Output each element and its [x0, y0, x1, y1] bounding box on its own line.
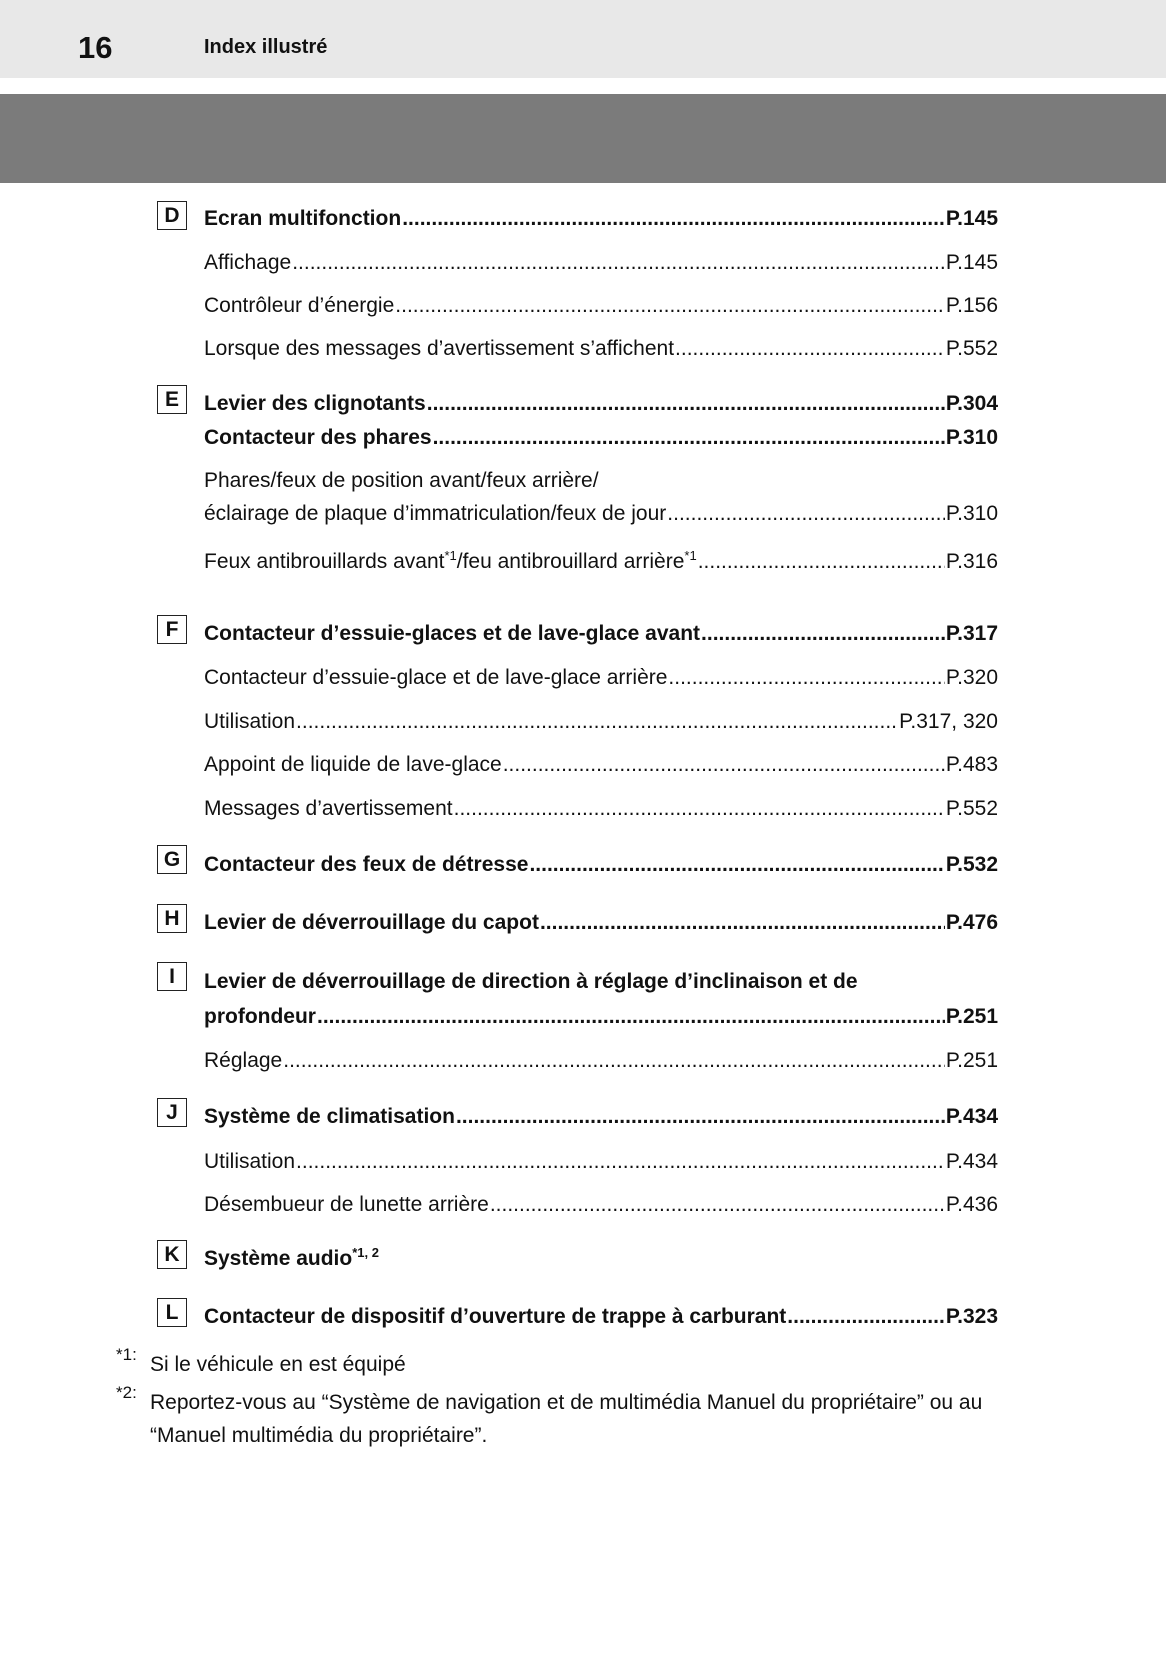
index-entry	[204, 206, 998, 232]
index-entry	[204, 1304, 998, 1330]
index-entry	[204, 391, 998, 417]
index-entry	[204, 336, 998, 362]
entry-page-ref: P.317, 320	[899, 710, 998, 733]
index-entry	[204, 1149, 998, 1175]
index-entry	[204, 709, 998, 735]
entry-label: Contacteur de dispositif d’ouverture de trappe à carburant	[204, 1305, 787, 1328]
entry-page-ref: P.145	[945, 251, 998, 274]
index-entry	[204, 501, 998, 527]
entry-page-ref: P.552	[945, 797, 998, 820]
entry-page-ref: P.251	[945, 1049, 998, 1072]
entry-page-ref: P.552	[945, 337, 998, 360]
index-entry	[204, 621, 998, 647]
entry-page-ref: P.532	[945, 853, 998, 876]
section-letter-d: D	[157, 201, 187, 230]
footnote-ref: *1	[684, 548, 697, 563]
leader-dots	[667, 501, 945, 527]
footnote-text: Reportez-vous au “Système de navigation et de multimédia Manuel du propriétaire” ou au	[150, 1391, 983, 1414]
page-title: Index illustré	[204, 36, 328, 58]
leader-dots	[317, 1004, 945, 1030]
footnote-text: “Manuel multimédia du propriétaire”.	[150, 1424, 488, 1447]
entry-page-ref: P.323	[945, 1305, 998, 1328]
leader-dots	[454, 796, 945, 822]
footnote-mark: *2	[116, 1383, 133, 1402]
entry-label: Contacteur des feux de détresse	[204, 853, 529, 876]
entry-label: Ecran multifonction	[204, 207, 402, 230]
entry-page-ref: P.251	[945, 1005, 998, 1028]
entry-label: Appoint de liquide de lave-glace	[204, 753, 502, 776]
footnote-mark: *1	[116, 1345, 133, 1364]
entry-label: Désembueur de lunette arrière	[204, 1193, 489, 1216]
section-letter-e: E	[157, 385, 187, 414]
section-letter-h: H	[157, 904, 187, 933]
leader-dots	[540, 910, 945, 936]
entry-page-ref: P.320	[945, 666, 998, 689]
leader-dots	[296, 709, 898, 735]
index-entry	[204, 1104, 998, 1130]
leader-dots	[675, 336, 945, 362]
leader-dots	[292, 250, 945, 276]
entry-label-line: Phares/feux de position avant/feux arrière/	[204, 469, 599, 492]
section-letter-f: F	[157, 615, 187, 644]
index-entry	[204, 910, 998, 936]
entry-label-part: /feu antibrouillard arrière	[456, 550, 685, 573]
index-entry	[204, 1048, 998, 1074]
index-entry	[204, 1004, 998, 1030]
index-entry	[204, 425, 998, 451]
entry-label: Utilisation	[204, 1150, 296, 1173]
footnote-text: Si le véhicule en est équipé	[150, 1353, 406, 1376]
leader-dots	[787, 1304, 945, 1330]
leader-dots	[529, 852, 944, 878]
footnote-sep: :	[132, 1383, 137, 1402]
entry-label: Utilisation	[204, 710, 296, 733]
leader-dots	[402, 206, 945, 232]
footnote-marker	[116, 1344, 137, 1366]
page-header	[0, 0, 1166, 78]
leader-dots	[433, 425, 945, 451]
footnote-sep: :	[132, 1345, 137, 1364]
entry-page-ref: P.304	[945, 392, 998, 415]
index-entry	[204, 1192, 998, 1218]
entry-label: Levier de déverrouillage du capot	[204, 911, 539, 934]
entry-label: profondeur	[204, 1005, 316, 1028]
index-entry	[204, 549, 998, 575]
footnote-marker	[116, 1382, 137, 1404]
entry-page-ref: P.316	[945, 550, 998, 573]
entry-label: Messages d’avertissement	[204, 797, 453, 820]
index-entry	[204, 752, 998, 778]
entry-label	[204, 549, 697, 575]
entry-label: Lorsque des messages d’avertissement s’affichent	[204, 337, 675, 360]
section-letter-g: G	[157, 845, 187, 874]
leader-dots	[698, 549, 945, 575]
section-letter-j: J	[157, 1098, 187, 1127]
entry-page-ref: P.156	[945, 294, 998, 317]
entry-label: Réglage	[204, 1049, 283, 1072]
index-entry	[204, 796, 998, 822]
leader-dots	[395, 293, 945, 319]
entry-page-ref: P.145	[945, 207, 998, 230]
entry-page-ref: P.436	[945, 1193, 998, 1216]
footnote-ref: *1	[444, 548, 457, 563]
entry-label: Contacteur d’essuie-glace et de lave-glace arrière	[204, 666, 668, 689]
entry-page-ref: P.434	[945, 1150, 998, 1173]
entry-page-ref: P.310	[945, 502, 998, 525]
entry-page-ref: P.483	[945, 753, 998, 776]
entry-label-part: Feux antibrouillards avant	[204, 550, 445, 573]
leader-dots	[668, 665, 944, 691]
leader-dots	[701, 621, 945, 647]
entry-label: Système audio	[204, 1247, 353, 1270]
index-entry	[204, 250, 998, 276]
section-letter-l: L	[157, 1298, 187, 1327]
entry-page-ref: P.310	[945, 426, 998, 449]
entry-page-ref: P.476	[945, 911, 998, 934]
entry-label: Affichage	[204, 251, 292, 274]
index-entry	[204, 1246, 379, 1272]
index-entry	[204, 665, 998, 691]
section-letter-k: K	[157, 1240, 187, 1269]
page-number: 16	[78, 30, 113, 65]
index-entry	[204, 852, 998, 878]
entry-label: Contacteur d’essuie-glaces et de lave-glace avant	[204, 622, 701, 645]
leader-dots	[503, 752, 945, 778]
leader-dots	[490, 1192, 945, 1218]
leader-dots	[283, 1048, 945, 1074]
entry-label: Contrôleur d’énergie	[204, 294, 395, 317]
entry-label: éclairage de plaque d’immatriculation/feux de jour	[204, 502, 667, 525]
entry-label: Levier des clignotants	[204, 392, 426, 415]
entry-label: Contacteur des phares	[204, 426, 432, 449]
entry-label: Système de climatisation	[204, 1105, 455, 1128]
entry-label-line: Levier de déverrouillage de direction à réglage d’inclinaison et de	[204, 970, 858, 993]
entry-page-ref: P.317	[945, 622, 998, 645]
leader-dots	[427, 391, 945, 417]
leader-dots	[296, 1149, 945, 1175]
entry-page-ref: P.434	[945, 1105, 998, 1128]
section-banner	[0, 94, 1166, 183]
footnote-ref: *1, 2	[352, 1245, 379, 1260]
leader-dots	[456, 1104, 945, 1130]
section-letter-i: I	[157, 962, 187, 991]
index-entry	[204, 293, 998, 319]
